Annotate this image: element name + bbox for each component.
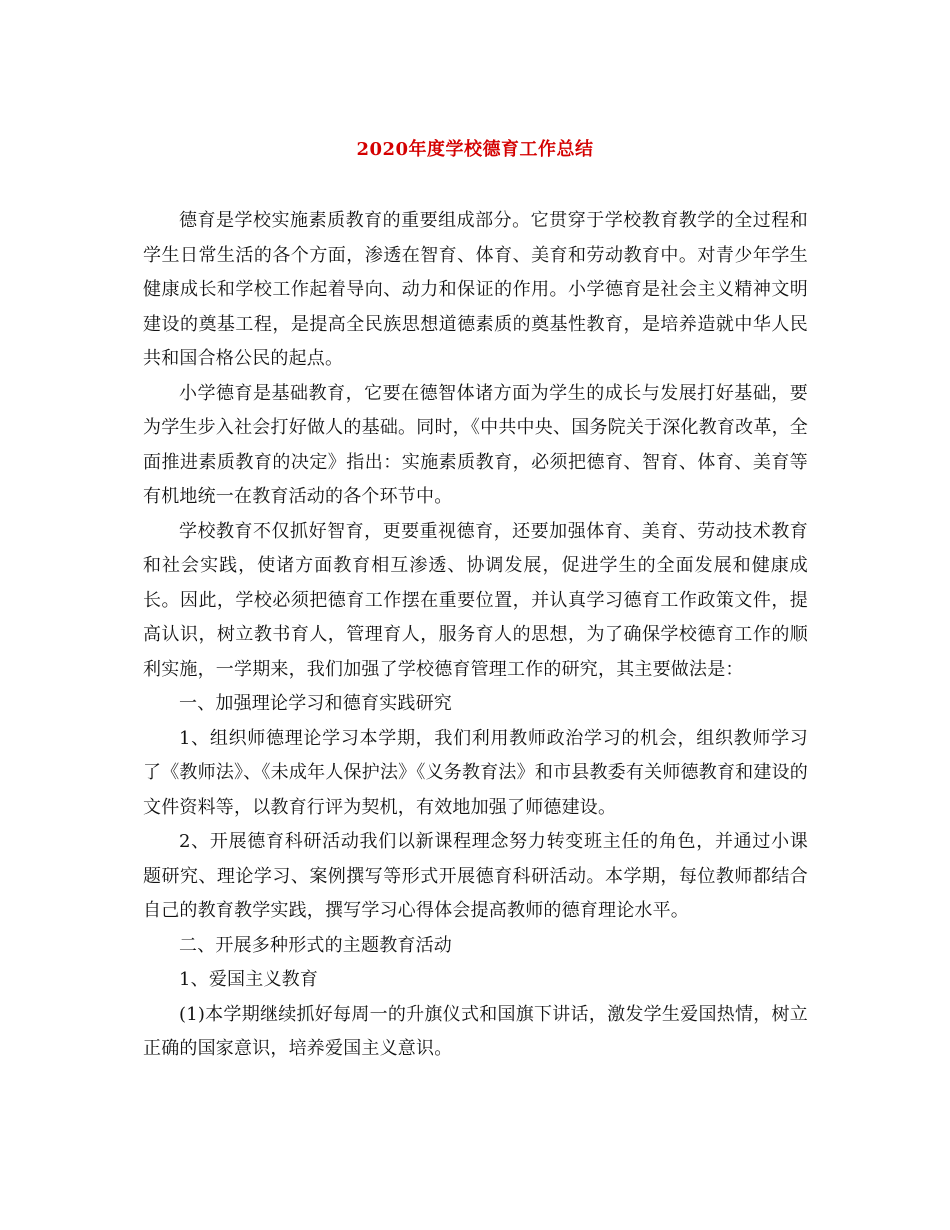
paragraph-basic-education: 小学德育是基础教育，它要在德智体诸方面为学生的成长与发展打好基础，要为学生步入社会打好做人的基础。同时，《中共中央、国务院关于深化教育改革，全面推进素质教育的决定》指出：实施素质教育，必须把德育、智育、体育、美育等有机地统一在教育活动的各个环节中。	[143, 382, 808, 507]
paragraph-item-2-1-1: (1)本学期继续抓好每周一的升旗仪式和国旗下讲话，激发学生爱国热情，树立正确的国家意识，培养爱国主义意识。	[143, 1003, 808, 1059]
paragraph-item-1-2: 2、开展德育科研活动我们以新课程理念努力转变班主任的角色，并通过小课题研究、理论学习、案例撰写等形式开展德育科研活动。本学期，每位教师都结合自己的教育教学实践，撰写学习心得体会提高教师的德育理论水平。	[143, 831, 808, 921]
document-title: 2020年度学校德育工作总结	[356, 139, 594, 160]
paragraph-item-1-1: 1、组织师德理论学习本学期，我们利用教师政治学习的机会，组织教师学习了《教师法》、《未成年人保护法》《义务教育法》和市县教委有关师德教育和建设的文件资料等，以教育行评为契机，有效地加强了师德建设。	[143, 727, 808, 818]
section-heading-2: 二、开展多种形式的主题教育活动	[179, 934, 452, 956]
paragraph-school-education: 学校教育不仅抓好智育，更要重视德育，还要加强体育、美育、劳动技术教育和社会实践，使诸方面教育相互渗透、协调发展，促进学生的全面发展和健康成长。因此，学校必须把德育工作摆在重要位置，并认真学习德育工作政策文件，提高认识，树立教书育人，管理育人，服务育人的思想，为了确保学校德育工作的顺利实施，一学期来，我们加强了学校德育管理工作的研究，其主要做法是：	[143, 520, 808, 680]
section-heading-1: 一、加强理论学习和德育实践研究	[179, 693, 452, 714]
document-body	[143, 204, 808, 1067]
paragraph-intro: 德育是学校实施素质教育的重要组成部分。它贯穿于学校教育教学的全过程和学生日常生活的各个方面，渗透在智育、体育、美育和劳动教育中。对青少年学生健康成长和学校工作起着导向、动力和保证的作用。小学德育是社会主义精神文明建设的奠基工程，是提高全民族思想道德素质的奠基性教育，是培养造就中华人民共和国合格公民的起点。	[143, 210, 808, 369]
subsection-heading-2-1: 1、爱国主义教育	[179, 969, 319, 990]
